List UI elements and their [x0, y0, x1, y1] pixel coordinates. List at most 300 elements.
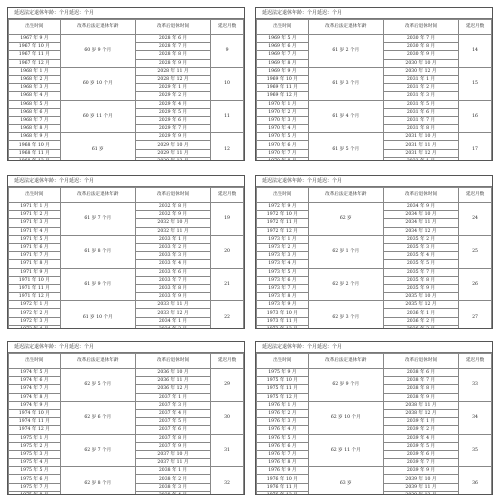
- retirement-date-cell: 2032 年 10 月: [135, 219, 210, 227]
- retirement-table-panel-3: [7, 175, 245, 329]
- birth-date-cell: 1974 年 5 月: [9, 369, 61, 377]
- birth-date-cell: 1973 年 9 月: [257, 301, 309, 309]
- delay-months-cell: 9: [211, 35, 244, 68]
- retirement-date-cell: 2028 年 8 月: [135, 51, 210, 59]
- table-header-row: [257, 20, 492, 35]
- delay-months-cell: 29: [211, 369, 244, 402]
- retirement-date-cell: 2039 年 5 月: [383, 442, 458, 450]
- column-header: 改革后退休时间: [135, 188, 210, 203]
- birth-date-cell: 1971 年 7 月: [9, 252, 61, 260]
- birth-date-cell: 1972 年 2 月: [9, 309, 61, 317]
- table-row: [9, 35, 244, 43]
- table-row: [9, 434, 244, 442]
- retirement-date-cell: 2036 年 10 月: [135, 369, 210, 377]
- retirement-date-cell: 2037 年 5 月: [135, 418, 210, 426]
- retirement-date-cell: 2029 年 4 月: [135, 100, 210, 108]
- birth-date-cell: 1972 年 9 月: [257, 203, 309, 211]
- birth-date-cell: 1970 年 4 月: [257, 125, 309, 133]
- retirement-date-cell: 2030 年 7 月: [383, 35, 458, 43]
- table-row: [9, 401, 244, 409]
- retirement-age-cell: 62 岁 7 个月: [60, 434, 135, 467]
- birth-date-cell: 1976 年 6 月: [257, 442, 309, 450]
- retirement-date-cell: 2038 年 12 月: [383, 409, 458, 417]
- retirement-date-cell: 2037 年 9 月: [135, 442, 210, 450]
- retirement-age-cell: 62 岁 9 个月: [308, 369, 383, 402]
- retirement-date-cell: 2031 年 5 月: [383, 100, 458, 108]
- retirement-date-cell: 2039 年 10 月: [383, 475, 458, 483]
- retirement-date-cell: 2039 年 7 月: [383, 459, 458, 467]
- birth-date-cell: 1970 年 1 月: [257, 100, 309, 108]
- retirement-date-cell: 2028 年 12 月: [135, 75, 210, 83]
- retirement-age-cell: 61 岁 8 个月: [60, 235, 135, 268]
- delay-months-cell: 35: [459, 434, 492, 467]
- birth-date-cell: 1971 年 10 月: [9, 276, 61, 284]
- retirement-date-cell: 2029 年 11 月: [135, 149, 210, 157]
- retirement-date-cell: 2038 年 1 月: [135, 467, 210, 475]
- table-header-row: [9, 20, 244, 35]
- retirement-date-cell: 2033 年 12 月: [135, 309, 210, 317]
- column-header: 改革后法定退休年龄: [60, 20, 135, 35]
- birth-date-cell: 1973 年 11 月: [257, 317, 309, 325]
- birth-date-cell: 1974 年 12 月: [9, 426, 61, 434]
- birth-date-cell: 1968 年 9 月: [9, 133, 61, 141]
- retirement-date-cell: 2035 年 12 月: [383, 301, 458, 309]
- birth-date-cell: 1975 年 9 月: [257, 369, 309, 377]
- birth-date-cell: 1975 年 11 月: [257, 385, 309, 393]
- birth-date-cell: 1975 年 12 月: [257, 393, 309, 401]
- retirement-date-cell: [383, 491, 458, 495]
- delay-months-cell: 17: [459, 133, 492, 161]
- delay-months-cell: 14: [459, 35, 492, 68]
- birth-date-cell: 1972 年 11 月: [257, 219, 309, 227]
- column-header: 延迟月数: [459, 20, 492, 35]
- retirement-date-cell: 2033 年 9 月: [135, 293, 210, 301]
- retirement-date-cell: 2038 年 6 月: [383, 369, 458, 377]
- retirement-date-cell: 2036 年 12 月: [135, 385, 210, 393]
- retirement-date-cell: 2037 年 10 月: [135, 450, 210, 458]
- delay-months-cell: 32: [211, 467, 244, 495]
- retirement-date-cell: 2028 年 7 月: [135, 43, 210, 51]
- birth-date-cell: 1969 年 5 月: [257, 35, 309, 43]
- birth-date-cell: 1974 年 7 月: [9, 385, 61, 393]
- retirement-table: [256, 353, 492, 495]
- retirement-date-cell: 2036 年 11 月: [135, 377, 210, 385]
- birth-date-cell: 1969 年 10 月: [257, 75, 309, 83]
- table-row: [257, 35, 492, 43]
- retirement-date-cell: 2033 年 1 月: [135, 235, 210, 243]
- retirement-age-cell: 60 岁 10 个月: [60, 67, 135, 100]
- birth-date-cell: 1968 年 2 月: [9, 75, 61, 83]
- birth-date-cell: 1974 年 11 月: [9, 418, 61, 426]
- retirement-date-cell: 2031 年 8 月: [383, 125, 458, 133]
- retirement-date-cell: 2031 年 2 月: [383, 84, 458, 92]
- birth-date-cell: 1973 年 8 月: [257, 293, 309, 301]
- retirement-date-cell: 2033 年 4 月: [135, 260, 210, 268]
- birth-date-cell: 1975 年 5 月: [9, 467, 61, 475]
- retirement-date-cell: 2033 年 6 月: [135, 268, 210, 276]
- delay-months-cell: 34: [459, 401, 492, 434]
- birth-date-cell: 1971 年 4 月: [9, 227, 61, 235]
- retirement-age-cell: 61 岁 7 个月: [60, 203, 135, 236]
- birth-date-cell: 1971 年 8 月: [9, 260, 61, 268]
- retirement-age-cell: 62 岁 6 个月: [60, 401, 135, 434]
- birth-date-cell: 1967 年 11 月: [9, 51, 61, 59]
- birth-date-cell: 1971 年 1 月: [9, 203, 61, 211]
- retirement-date-cell: 2038 年 11 月: [383, 401, 458, 409]
- birth-date-cell: [257, 491, 309, 495]
- retirement-table-panel-6: [255, 341, 493, 495]
- retirement-date-cell: 2031 年 6 月: [383, 108, 458, 116]
- retirement-date-cell: 2032 年 9 月: [135, 211, 210, 219]
- column-header: 出生时间: [257, 188, 309, 203]
- retirement-date-cell: 2031 年 3 月: [383, 92, 458, 100]
- retirement-date-cell: 2034 年 11 月: [383, 219, 458, 227]
- retirement-date-cell: [135, 157, 210, 161]
- birth-date-cell: 1968 年 7 月: [9, 116, 61, 124]
- retirement-date-cell: 2034 年 12 月: [383, 227, 458, 235]
- column-header: 出生时间: [9, 188, 61, 203]
- delay-months-cell: 26: [459, 268, 492, 301]
- birth-date-cell: 1968 年 6 月: [9, 108, 61, 116]
- birth-date-cell: 1968 年 1 月: [9, 67, 61, 75]
- retirement-table-panel-1: [7, 7, 245, 161]
- retirement-date-cell: 2034 年 10 月: [383, 211, 458, 219]
- retirement-date-cell: 2037 年 4 月: [135, 409, 210, 417]
- delay-months-cell: 20: [211, 235, 244, 268]
- retirement-date-cell: 2028 年 6 月: [135, 35, 210, 43]
- retirement-date-cell: 2035 年 10 月: [383, 293, 458, 301]
- birth-date-cell: 1975 年 1 月: [9, 434, 61, 442]
- birth-date-cell: 1976 年 8 月: [257, 459, 309, 467]
- retirement-date-cell: 2039 年 2 月: [383, 426, 458, 434]
- table-row: [257, 268, 492, 276]
- birth-date-cell: 1976 年 2 月: [257, 409, 309, 417]
- table-row: [9, 301, 244, 309]
- birth-date-cell: 1967 年 9 月: [9, 35, 61, 43]
- birth-date-cell: 1968 年 11 月: [9, 149, 61, 157]
- birth-date-cell: 1968 年 5 月: [9, 100, 61, 108]
- birth-date-cell: 1972 年 10 月: [257, 211, 309, 219]
- retirement-date-cell: 2039 年 6 月: [383, 450, 458, 458]
- birth-date-cell: 1975 年 3 月: [9, 450, 61, 458]
- retirement-date-cell: 2029 年 1 月: [135, 84, 210, 92]
- retirement-date-cell: 2031 年 12 月: [383, 149, 458, 157]
- panel-title: 延迟法定退休年龄：个月延迟：个月: [256, 176, 492, 187]
- retirement-date-cell: 2031 年 10 月: [383, 133, 458, 141]
- delay-months-cell: 16: [459, 100, 492, 133]
- birth-date-cell: 1973 年 1 月: [257, 235, 309, 243]
- retirement-age-cell: 62 岁 2 个月: [308, 268, 383, 301]
- retirement-date-cell: 2039 年 1 月: [383, 418, 458, 426]
- table-row: [257, 369, 492, 377]
- retirement-date-cell: 2036 年 1 月: [383, 309, 458, 317]
- retirement-date-cell: 2029 年 6 月: [135, 116, 210, 124]
- birth-date-cell: 1971 年 6 月: [9, 243, 61, 251]
- birth-date-cell: 1971 年 9 月: [9, 268, 61, 276]
- delay-months-cell: 27: [459, 301, 492, 329]
- birth-date-cell: 1973 年 2 月: [257, 243, 309, 251]
- retirement-date-cell: 2037 年 6 月: [135, 426, 210, 434]
- birth-date-cell: 1975 年 7 月: [9, 483, 61, 491]
- column-header: 改革后退休时间: [135, 20, 210, 35]
- column-header: 延迟月数: [211, 354, 244, 369]
- retirement-date-cell: 2039 年 11 月: [383, 483, 458, 491]
- panel-title: 延迟法定退休年龄：个月延迟：个月: [256, 342, 492, 353]
- retirement-age-cell: 63 岁: [308, 467, 383, 495]
- column-header: 延迟月数: [211, 188, 244, 203]
- delay-months-cell: 22: [211, 301, 244, 329]
- retirement-date-cell: 2030 年 12 月: [383, 67, 458, 75]
- retirement-date-cell: 2032 年 11 月: [135, 227, 210, 235]
- birth-date-cell: 1968 年 4 月: [9, 92, 61, 100]
- birth-date-cell: 1969 年 8 月: [257, 59, 309, 67]
- panel-title: 延迟法定退休年龄：个月延迟：个月: [256, 8, 492, 19]
- retirement-age-cell: 61 岁 5 个月: [308, 133, 383, 161]
- column-header: 出生时间: [257, 354, 309, 369]
- birth-date-cell: 1973 年 7 月: [257, 284, 309, 292]
- column-header: 出生时间: [9, 20, 61, 35]
- column-header: 改革后法定退休年龄: [60, 354, 135, 369]
- retirement-date-cell: 2034 年 9 月: [383, 203, 458, 211]
- birth-date-cell: 1970 年 6 月: [257, 141, 309, 149]
- birth-date-cell: 1972 年 1 月: [9, 301, 61, 309]
- retirement-age-cell: 60 岁 9 个月: [60, 35, 135, 68]
- panel-title: 延迟法定退休年龄：个月延迟：个月: [8, 176, 244, 187]
- retirement-date-cell: 2028 年 11 月: [135, 67, 210, 75]
- table-row: [9, 268, 244, 276]
- birth-date-cell: 1973 年 5 月: [257, 268, 309, 276]
- birth-date-cell: 1976 年 1 月: [257, 401, 309, 409]
- table-row: [9, 100, 244, 108]
- retirement-date-cell: 2029 年 7 月: [135, 125, 210, 133]
- delay-months-cell: 24: [459, 203, 492, 236]
- retirement-age-cell: 62 岁 5 个月: [60, 369, 135, 402]
- retirement-age-cell: 61 岁 10 个月: [60, 301, 135, 329]
- retirement-date-cell: 2029 年 2 月: [135, 92, 210, 100]
- birth-date-cell: 1969 年 6 月: [257, 43, 309, 51]
- birth-date-cell: 1970 年 2 月: [257, 108, 309, 116]
- table-header-row: [9, 354, 244, 369]
- retirement-date-cell: 2035 年 5 月: [383, 260, 458, 268]
- table-row: [257, 133, 492, 141]
- retirement-date-cell: 2038 年 9 月: [383, 393, 458, 401]
- retirement-date-cell: 2035 年 4 月: [383, 252, 458, 260]
- retirement-age-cell: 61 岁 3 个月: [308, 67, 383, 100]
- retirement-date-cell: 2029 年 10 月: [135, 141, 210, 149]
- delay-months-cell: 31: [211, 434, 244, 467]
- retirement-date-cell: 2035 年 7 月: [383, 268, 458, 276]
- table-header-row: [9, 188, 244, 203]
- retirement-date-cell: 2035 年 8 月: [383, 276, 458, 284]
- birth-date-cell: 1974 年 9 月: [9, 401, 61, 409]
- table-row: [257, 100, 492, 108]
- retirement-table-panel-5: [7, 341, 245, 495]
- column-header: 改革后法定退休年龄: [60, 188, 135, 203]
- column-header: 延迟月数: [459, 354, 492, 369]
- birth-date-cell: 1973 年 10 月: [257, 309, 309, 317]
- retirement-date-cell: 2039 年 4 月: [383, 434, 458, 442]
- birth-date-cell: 1974 年 8 月: [9, 393, 61, 401]
- birth-date-cell: [9, 157, 61, 161]
- retirement-date-cell: 2037 年 1 月: [135, 393, 210, 401]
- retirement-date-cell: 2038 年 2 月: [135, 475, 210, 483]
- table-row: [257, 235, 492, 243]
- birth-date-cell: 1971 年 5 月: [9, 235, 61, 243]
- birth-date-cell: 1971 年 12 月: [9, 293, 61, 301]
- retirement-date-cell: 2033 年 2 月: [135, 243, 210, 251]
- column-header: 改革后法定退休年龄: [308, 20, 383, 35]
- birth-date-cell: 1971 年 3 月: [9, 219, 61, 227]
- birth-date-cell: 1969 年 9 月: [257, 67, 309, 75]
- retirement-date-cell: 2029 年 5 月: [135, 108, 210, 116]
- birth-date-cell: 1970 年 3 月: [257, 116, 309, 124]
- retirement-age-cell: 61 岁 2 个月: [308, 35, 383, 68]
- birth-date-cell: 1976 年 9 月: [257, 467, 309, 475]
- birth-date-cell: 1973 年 3 月: [257, 252, 309, 260]
- birth-date-cell: 1976 年 10 月: [257, 475, 309, 483]
- table-row: [257, 67, 492, 75]
- delay-months-cell: 33: [459, 369, 492, 402]
- birth-date-cell: 1975 年 2 月: [9, 442, 61, 450]
- panel-title: 延迟法定退休年龄：个月延迟：个月: [8, 342, 244, 353]
- column-header: 出生时间: [9, 354, 61, 369]
- retirement-date-cell: 2028 年 9 月: [135, 59, 210, 67]
- delay-months-cell: 21: [211, 268, 244, 301]
- birth-date-cell: 1968 年 3 月: [9, 84, 61, 92]
- delay-months-cell: 12: [211, 133, 244, 161]
- retirement-age-cell: 61 岁: [60, 133, 135, 161]
- column-header: 改革后法定退休年龄: [308, 354, 383, 369]
- retirement-date-cell: 2038 年 8 月: [383, 385, 458, 393]
- column-header: 改革后退休时间: [383, 354, 458, 369]
- retirement-date-cell: 2033 年 11 月: [135, 301, 210, 309]
- birth-date-cell: 1976 年 5 月: [257, 434, 309, 442]
- birth-date-cell: 1973 年 4 月: [257, 260, 309, 268]
- birth-date-cell: 1976 年 11 月: [257, 483, 309, 491]
- retirement-date-cell: [135, 325, 210, 329]
- retirement-date-cell: 2031 年 7 月: [383, 116, 458, 124]
- birth-date-cell: 1968 年 10 月: [9, 141, 61, 149]
- column-header: 改革后法定退休年龄: [308, 188, 383, 203]
- retirement-table: [8, 353, 244, 495]
- column-header: 出生时间: [257, 20, 309, 35]
- retirement-table: [256, 19, 492, 161]
- retirement-date-cell: 2037 年 8 月: [135, 434, 210, 442]
- birth-date-cell: 1972 年 12 月: [257, 227, 309, 235]
- retirement-age-cell: 61 岁 4 个月: [308, 100, 383, 133]
- retirement-date-cell: [135, 491, 210, 495]
- retirement-date-cell: 2033 年 8 月: [135, 284, 210, 292]
- retirement-table: [8, 19, 244, 161]
- retirement-date-cell: 2031 年 11 月: [383, 141, 458, 149]
- retirement-table-panel-4: [255, 175, 493, 329]
- birth-date-cell: 1969 年 12 月: [257, 92, 309, 100]
- birth-date-cell: 1971 年 11 月: [9, 284, 61, 292]
- retirement-date-cell: 2029 年 9 月: [135, 133, 210, 141]
- table-row: [257, 467, 492, 475]
- birth-date-cell: 1975 年 4 月: [9, 459, 61, 467]
- column-header: 改革后退休时间: [135, 354, 210, 369]
- delay-months-cell: 36: [459, 467, 492, 495]
- table-row: [9, 203, 244, 211]
- birth-date-cell: 1973 年 6 月: [257, 276, 309, 284]
- birth-date-cell: [257, 157, 309, 161]
- retirement-date-cell: 2035 年 2 月: [383, 235, 458, 243]
- retirement-table: [8, 187, 244, 329]
- table-row: [257, 301, 492, 309]
- retirement-age-cell: 62 岁: [308, 203, 383, 236]
- birth-date-cell: [257, 325, 309, 329]
- retirement-date-cell: 2033 年 7 月: [135, 276, 210, 284]
- birth-date-cell: 1969 年 7 月: [257, 51, 309, 59]
- table-row: [257, 203, 492, 211]
- birth-date-cell: 1976 年 3 月: [257, 418, 309, 426]
- retirement-age-cell: 62 岁 10 个月: [308, 401, 383, 434]
- retirement-date-cell: [383, 325, 458, 329]
- retirement-date-cell: 2033 年 3 月: [135, 252, 210, 260]
- retirement-date-cell: 2035 年 3 月: [383, 243, 458, 251]
- column-header: 延迟月数: [211, 20, 244, 35]
- retirement-table-panel-2: [255, 7, 493, 161]
- retirement-age-cell: 62 岁 3 个月: [308, 301, 383, 329]
- table-header-row: [257, 354, 492, 369]
- delay-months-cell: 25: [459, 235, 492, 268]
- retirement-age-cell: 62 岁 1 个月: [308, 235, 383, 268]
- table-row: [257, 434, 492, 442]
- retirement-date-cell: 2030 年 10 月: [383, 59, 458, 67]
- retirement-date-cell: 2034 年 1 月: [135, 317, 210, 325]
- retirement-date-cell: 2037 年 3 月: [135, 401, 210, 409]
- table-row: [9, 235, 244, 243]
- birth-date-cell: 1971 年 2 月: [9, 211, 61, 219]
- birth-date-cell: 1968 年 8 月: [9, 125, 61, 133]
- birth-date-cell: [9, 325, 61, 329]
- panel-title: 延迟法定退休年龄：个月延迟：个月: [8, 8, 244, 19]
- table-row: [9, 467, 244, 475]
- column-header: 改革后退休时间: [383, 188, 458, 203]
- retirement-age-cell: 60 岁 11 个月: [60, 100, 135, 133]
- table-row: [9, 369, 244, 377]
- retirement-table: [256, 187, 492, 329]
- delay-months-cell: 19: [211, 203, 244, 236]
- delay-months-cell: 30: [211, 401, 244, 434]
- retirement-date-cell: 2038 年 3 月: [135, 483, 210, 491]
- birth-date-cell: 1976 年 7 月: [257, 450, 309, 458]
- birth-date-cell: 1970 年 7 月: [257, 149, 309, 157]
- retirement-date-cell: 2032 年 8 月: [135, 203, 210, 211]
- retirement-date-cell: 2038 年 7 月: [383, 377, 458, 385]
- birth-date-cell: 1970 年 5 月: [257, 133, 309, 141]
- birth-date-cell: 1967 年 12 月: [9, 59, 61, 67]
- birth-date-cell: 1976 年 4 月: [257, 426, 309, 434]
- retirement-date-cell: 2039 年 9 月: [383, 467, 458, 475]
- retirement-date-cell: 2035 年 9 月: [383, 284, 458, 292]
- retirement-date-cell: 2037 年 11 月: [135, 459, 210, 467]
- delay-months-cell: 15: [459, 67, 492, 100]
- birth-date-cell: 1972 年 3 月: [9, 317, 61, 325]
- table-row: [9, 67, 244, 75]
- column-header: 改革后退休时间: [383, 20, 458, 35]
- birth-date-cell: 1974 年 6 月: [9, 377, 61, 385]
- retirement-date-cell: 2030 年 9 月: [383, 51, 458, 59]
- delay-months-cell: 11: [211, 100, 244, 133]
- retirement-date-cell: 2036 年 2 月: [383, 317, 458, 325]
- delay-months-cell: 10: [211, 67, 244, 100]
- retirement-date-cell: 2030 年 8 月: [383, 43, 458, 51]
- retirement-date-cell: [383, 157, 458, 161]
- table-header-row: [257, 188, 492, 203]
- birth-date-cell: 1967 年 10 月: [9, 43, 61, 51]
